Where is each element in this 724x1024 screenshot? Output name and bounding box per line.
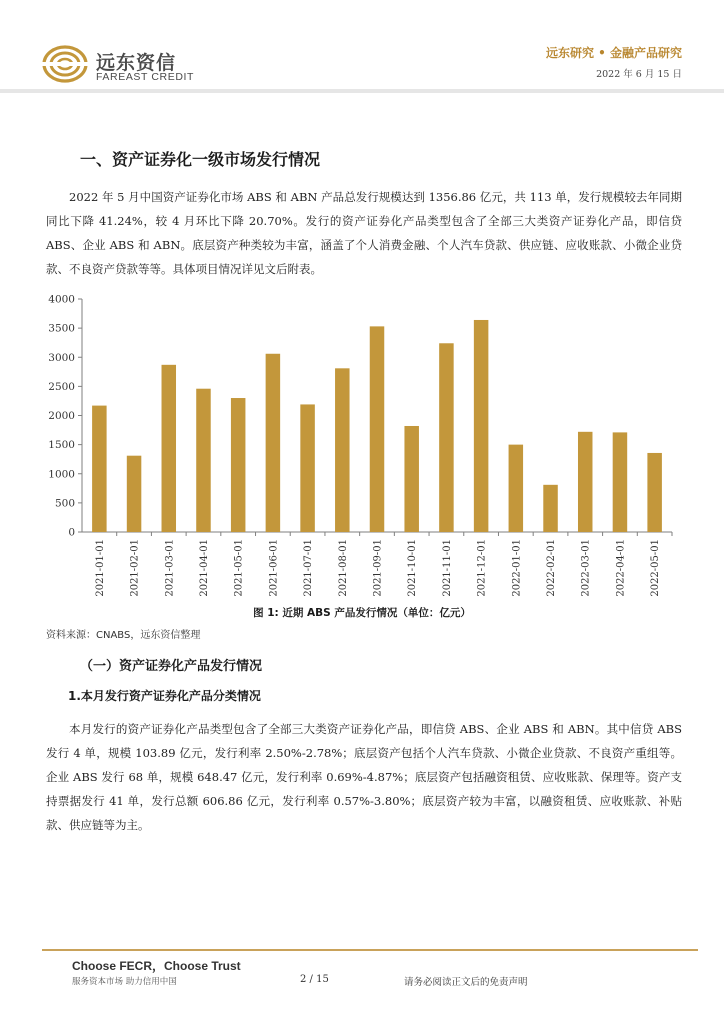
- y-tick-label: 3500: [48, 322, 75, 335]
- intro-paragraph: 2022 年 5 月中国资产证券化市场 ABS 和 ABN 产品总发行规模达到 1356.86 亿元，共 113 单，发行规模较去年同期同比下降 41.24%，较 4 月环比下降 20.70%。发行的资产证券化产品类型包含了全部三大类资产证券化产品，即信贷 ABS、企业 ABS 和 ABN。底层资产种类较为丰富，涵盖了个人消费金融、个人汽车贷款、供应链、应收账款、小微企业贷款、不良资产贷款等等。具体项目情况详见文后附表。: [46, 190, 682, 276]
- y-tick-label: 0: [68, 526, 75, 539]
- x-tick-label: 2021-10-01: [407, 539, 419, 597]
- figure-caption: 图 1: 近期 ABS 产品发行情况（单位：亿元）: [253, 607, 471, 619]
- bar: [543, 485, 558, 532]
- logo-chinese-name: 远东资信: [96, 52, 177, 74]
- subsection-title: （一）资产证券化产品发行情况: [80, 659, 263, 674]
- bar: [92, 406, 107, 532]
- y-tick-label: 2500: [48, 380, 75, 393]
- bar: [370, 326, 385, 532]
- figure-source: 资料来源：CNABS，远东资信整理: [46, 630, 201, 641]
- report-series: 远东研究 • 金融产品研究: [545, 46, 682, 60]
- y-tick-label: 1500: [48, 439, 75, 452]
- bar: [404, 426, 419, 532]
- x-tick-label: 2022-02-01: [546, 539, 558, 597]
- page-header: [0, 0, 724, 96]
- bar: [439, 343, 454, 532]
- bar-chart: [40, 288, 680, 598]
- x-tick-label: 2021-09-01: [372, 539, 384, 597]
- x-tick-label: 2021-11-01: [441, 539, 453, 597]
- x-tick-label: 2021-03-01: [164, 539, 176, 597]
- x-tick-label: 2021-12-01: [476, 539, 488, 597]
- x-tick-label: 2021-08-01: [337, 539, 349, 597]
- footer-divider: [42, 949, 698, 951]
- bar: [335, 368, 350, 532]
- x-tick-label: 2021-05-01: [233, 539, 245, 597]
- y-tick-label: 1000: [48, 468, 75, 481]
- bar: [127, 456, 142, 532]
- bar: [647, 453, 662, 532]
- section-title: 一、资产证券化一级市场发行情况: [80, 150, 321, 169]
- y-tick-label: 3000: [48, 351, 75, 364]
- y-tick-label: 4000: [48, 293, 75, 306]
- footer-brand: Choose FECR，Choose Trust: [72, 959, 241, 973]
- x-tick-label: 2021-06-01: [268, 539, 280, 597]
- x-tick-label: 2022-05-01: [650, 539, 662, 597]
- x-tick-label: 2022-01-01: [511, 539, 523, 597]
- subsubsection-title: 1.本月发行资产证券化产品分类情况: [68, 689, 261, 703]
- x-tick-label: 2021-01-01: [94, 539, 106, 597]
- y-tick-label: 2000: [48, 410, 75, 422]
- bar: [300, 404, 315, 532]
- disclaimer-note: 请务必阅读正文后的免责声明: [404, 977, 528, 988]
- bar: [474, 320, 489, 532]
- logo-english-name: FAREAST CREDIT: [96, 71, 195, 83]
- bar: [509, 445, 523, 532]
- bar: [578, 432, 593, 532]
- footer-slogan: 服务资本市场 助力信用中国: [72, 977, 177, 987]
- bar: [613, 432, 628, 532]
- bar: [266, 354, 281, 532]
- bar: [162, 365, 177, 532]
- page-number: 2 / 15: [300, 974, 329, 985]
- bar: [231, 398, 246, 532]
- x-tick-label: 2021-07-01: [303, 539, 315, 597]
- fareast-logo-icon: [42, 44, 88, 84]
- bar: [196, 389, 211, 532]
- abs-issuance-chart: [40, 288, 680, 598]
- report-date: 2022 年 6 月 15 日: [596, 69, 682, 80]
- x-tick-label: 2021-04-01: [198, 539, 210, 597]
- x-tick-label: 2022-04-01: [615, 539, 627, 597]
- header-divider: [0, 89, 724, 93]
- x-tick-label: 2022-03-01: [580, 539, 592, 597]
- x-tick-label: 2021-02-01: [129, 539, 141, 597]
- classification-paragraph: 本月发行的资产证券化产品类型包含了全部三大类资产证券化产品，即信贷 ABS、企业 ABS 和 ABN。其中信贷 ABS 发行 4 单，规模 103.89 亿元，发行利率 2.50%-2.78%；底层资产包括个人汽车贷款、小微企业贷款、不良资产重组等。企业 ABS 发行 68 单，规模 648.47 亿元，发行利率 0.69%-4.87%；底层资产包括融资租赁、应收账款、保理等。资产支持票据发行 41 单，发行总额 606.86 亿元，发行利率 0.57%-3.80%；底层资产较为丰富，以融资租赁、应收账款、补贴款、供应链等为主。: [46, 722, 682, 832]
- y-tick-label: 500: [54, 497, 75, 510]
